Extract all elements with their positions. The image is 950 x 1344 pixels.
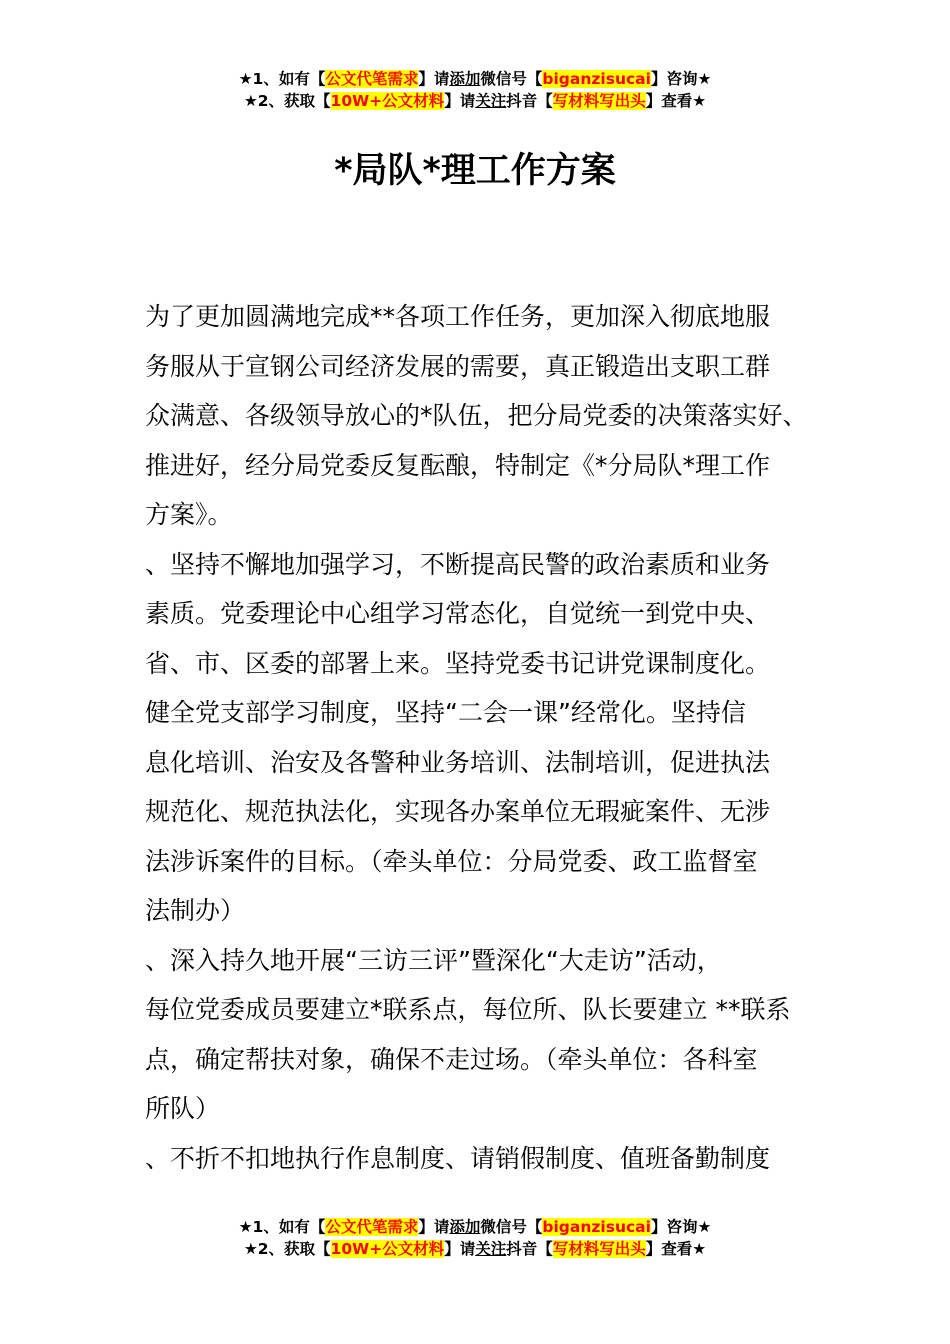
body-text-line: 素质。党委理论中心组学习常态化，自觉统一到党中央、 xyxy=(145,599,771,628)
banner-highlight: 10W+公文材料 xyxy=(330,1240,445,1258)
banner-text: 微信号【 xyxy=(480,1218,543,1236)
banner-underlined-text: 添加 xyxy=(449,70,481,88)
banner-line-2 xyxy=(0,90,950,112)
body-text-line: 为了更加圆满地完成**各项工作任务，更加深入彻底地服 xyxy=(145,302,771,331)
body-text-line: 省、市、区委的部署上来。坚持党委书记讲党课制度化。 xyxy=(145,648,771,678)
body-text-line: 众满意、各级领导放心的*队伍，把分局党委的决策落实好、 xyxy=(145,401,808,430)
body-text-line: 、深入持久地开展“三访三评”暨深化“大走访”活动， xyxy=(145,945,722,975)
banner-text: 抖音【 xyxy=(506,92,553,110)
banner-text: ★2、获取【 xyxy=(243,1240,331,1258)
banner-highlight: 公文代笔需求 xyxy=(325,70,419,88)
banner-text: 】请 xyxy=(418,70,450,88)
body-text-line: 每位党委成员要建立*联系点，每位所、队长要建立 **联系 xyxy=(145,995,791,1024)
body-text-line: 、不折不扣地执行作息制度、请销假制度、值班备勤制度 xyxy=(145,1143,771,1173)
body-text-line: 点，确定帮扶对象，确保不走过场。（牵头单位：各科室 xyxy=(145,1044,758,1074)
banner-highlight: biganzisucai xyxy=(542,70,651,88)
body-text-line: 方案》。 xyxy=(145,500,233,529)
body-text-line: 息化培训、治安及各警种业务培训、法制培训，促进执法 xyxy=(145,747,771,777)
banner-text: 】查看★ xyxy=(645,1240,707,1258)
banner-text: 抖音【 xyxy=(506,1240,553,1258)
banner-highlight: 写材料写出头 xyxy=(552,1240,646,1258)
banner-text: ★1、如有【 xyxy=(238,1218,326,1236)
header-banner xyxy=(0,68,950,112)
banner-text: 】请 xyxy=(418,1218,450,1236)
banner-line-2 xyxy=(0,1238,950,1260)
body-text-line: 所队） xyxy=(145,1094,221,1123)
banner-underlined-text: 关注 xyxy=(475,92,507,110)
banner-text: ★1、如有【 xyxy=(238,70,326,88)
body-text-line: 健全党支部学习制度，坚持“二会一课”经常化。坚持信 xyxy=(145,698,746,727)
body-text-line: 规范化、规范执法化，实现各办案单位无瑕疵案件、无涉 xyxy=(145,797,771,826)
banner-text: 】请 xyxy=(444,1240,476,1258)
footer-banner xyxy=(0,1216,950,1260)
banner-text: ★2、获取【 xyxy=(243,92,331,110)
banner-line-1 xyxy=(0,1216,950,1238)
banner-text: 】咨询★ xyxy=(650,70,712,88)
banner-underlined-text: 添加 xyxy=(449,1218,481,1236)
body-text-line: 推进好，经分局党委反复酝酿，特制定《*分局队*理工作 xyxy=(145,450,771,480)
banner-highlight: 公文代笔需求 xyxy=(325,1218,419,1236)
banner-underlined-text: 关注 xyxy=(475,1240,507,1258)
banner-highlight: 写材料写出头 xyxy=(552,92,646,110)
document-title: *局队*理工作方案 xyxy=(334,151,616,191)
banner-text: 】咨询★ xyxy=(650,1218,712,1236)
body-text-line: 法制办） xyxy=(145,896,246,925)
banner-line-1 xyxy=(0,68,950,90)
body-text-line: 、坚持不懈地加强学习，不断提高民警的政治素质和业务 xyxy=(145,549,771,579)
banner-highlight: 10W+公文材料 xyxy=(330,92,445,110)
document-body xyxy=(145,292,825,1183)
body-text-line: 务服从于宣钢公司经济发展的需要，真正锻造出支职工群 xyxy=(145,351,771,381)
banner-text: 微信号【 xyxy=(480,70,543,88)
banner-text: 】请 xyxy=(444,92,476,110)
banner-highlight: biganzisucai xyxy=(542,1218,651,1236)
body-text-line: 法涉诉案件的目标。（牵头单位：分局党委、政工监督室 xyxy=(145,846,758,876)
banner-text: 】查看★ xyxy=(645,92,707,110)
